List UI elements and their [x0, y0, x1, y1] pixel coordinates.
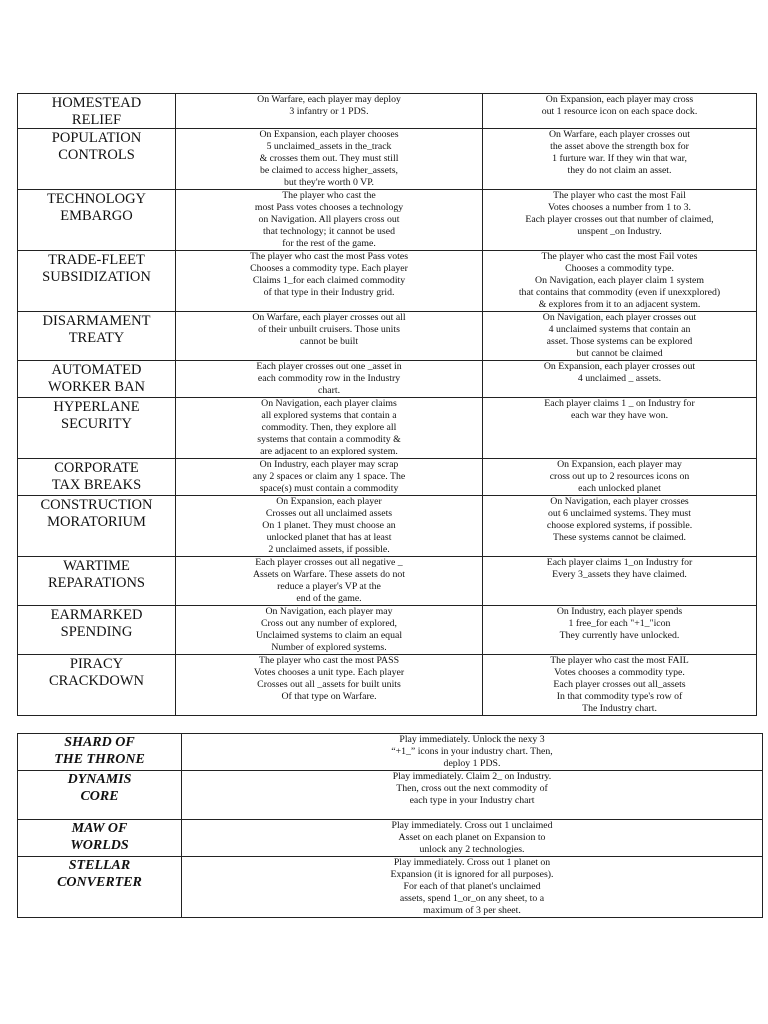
agenda-pass-effect: The player who cast the most Pass votes Chooses a commodity type. Each player Claims 1_for each claimed commodity of that type in their Industry grid. [176, 251, 483, 312]
agenda-name: WARTIME REPARATIONS [18, 557, 176, 606]
agenda-fail-effect: On Industry, each player spends 1 free_for each "+1_"icon They currently have unlocked. [483, 606, 757, 655]
agenda-name: CONSTRUCTION MORATORIUM [18, 496, 176, 557]
agenda-name: TRADE-FLEET SUBSIDIZATION [18, 251, 176, 312]
table-row [18, 94, 757, 129]
agenda-name: DISARMAMENT TREATY [18, 312, 176, 361]
agenda-pass-effect: The player who cast the most PASS Votes chooses a unit type. Each player Crosses out all _assets for built units Of that type on Warfare. [176, 655, 483, 716]
agenda-fail-effect: Each player claims 1 _ on Industry for each war they have won. [483, 398, 757, 459]
table-row [18, 655, 757, 716]
relic-effect: Play immediately. Cross out 1 planet on Expansion (it is ignored for all purposes). For each of that planet's unclaimed assets, spend 1_or_on any sheet, to a maximum of 3 per sheet. [182, 857, 763, 918]
agenda-pass-effect: On Industry, each player may scrap any 2 spaces or claim any 1 space. The space(s) must contain a commodity [176, 459, 483, 496]
table-row [18, 557, 757, 606]
relic-effect: Play immediately. Cross out 1 unclaimed Asset on each planet on Expansion to unlock any 2 technologies. [182, 820, 763, 857]
table-row [18, 190, 757, 251]
agenda-pass-effect: On Expansion, each player chooses 5 unclaimed_assets in the_track & crosses them out. They must still be claimed to access higher_assets, but they're worth 0 VP. [176, 129, 483, 190]
agenda-fail-effect: The player who cast the most FAIL Votes chooses a commodity type. Each player crosses out all_assets In that commodity type's row of The Industry chart. [483, 655, 757, 716]
relic-name: SHARD OF THE THRONE [18, 734, 182, 771]
table-row [18, 398, 757, 459]
agenda-fail-effect: On Warfare, each player crosses out the asset above the strength box for 1 furture war. If they win that war, they do not claim an asset. [483, 129, 757, 190]
agenda-name: POPULATION CONTROLS [18, 129, 176, 190]
table-row [18, 459, 757, 496]
agenda-fail-effect: On Navigation, each player crosses out 4 unclaimed systems that contain an asset. Those systems can be explored but cannot be claimed [483, 312, 757, 361]
agenda-fail-effect: On Expansion, each player may cross out 1 resource icon on each space dock. [483, 94, 757, 129]
agenda-name: EARMARKED SPENDING [18, 606, 176, 655]
agenda-pass-effect: On Navigation, each player claims all explored systems that contain a commodity. Then, they explore all systems that contain a commodity & are adjacent to an explored system. [176, 398, 483, 459]
relic-name: STELLAR CONVERTER [18, 857, 182, 918]
relic-name: MAW OF WORLDS [18, 820, 182, 857]
agenda-fail-effect: The player who cast the most Fail votes Chooses a commodity type. On Navigation, each player claim 1 system that contains that commodity (even if unexxplored) & explores from it to an adjacent system. [483, 251, 757, 312]
agenda-name: CORPORATE TAX BREAKS [18, 459, 176, 496]
agenda-name: TECHNOLOGY EMBARGO [18, 190, 176, 251]
agenda-pass-effect: Each player crosses out all negative _ Assets on Warfare. These assets do not reduce a player's VP at the end of the game. [176, 557, 483, 606]
agenda-name: HOMESTEAD RELIEF [18, 94, 176, 129]
agenda-name: PIRACY CRACKDOWN [18, 655, 176, 716]
agenda-table [17, 93, 757, 716]
agenda-pass-effect: On Expansion, each player Crosses out all unclaimed assets On 1 planet. They must choose an unlocked planet that has at least 2 unclaimed assets, if possible. [176, 496, 483, 557]
agenda-fail-effect: Each player claims 1_on Industry for Every 3_assets they have claimed. [483, 557, 757, 606]
agenda-pass-effect: Each player crosses out one _asset in each commodity row in the Industry chart. [176, 361, 483, 398]
table-row [18, 771, 763, 820]
relic-effect: Play immediately. Claim 2_ on Industry. Then, cross out the next commodity of each type in your Industry chart [182, 771, 763, 820]
table-row [18, 820, 763, 857]
agenda-pass-effect: On Warfare, each player may deploy 3 infantry or 1 PDS. [176, 94, 483, 129]
agenda-name: HYPERLANE SECURITY [18, 398, 176, 459]
table-row [18, 606, 757, 655]
table-row [18, 251, 757, 312]
table-row [18, 361, 757, 398]
agenda-fail-effect: The player who cast the most Fail Votes chooses a number from 1 to 3. Each player crosses out that number of claimed, unspent _on Industry. [483, 190, 757, 251]
table-row [18, 857, 763, 918]
agenda-pass-effect: The player who cast the most Pass votes chooses a technology on Navigation. All players cross out that technology; it cannot be used for the rest of the game. [176, 190, 483, 251]
agenda-fail-effect: On Navigation, each player crosses out 6 unclaimed systems. They must choose explored systems, if possible. These systems cannot be claimed. [483, 496, 757, 557]
agenda-name: AUTOMATED WORKER BAN [18, 361, 176, 398]
relic-effect: Play immediately. Unlock the nexy 3 “+1_” icons in your industry chart. Then, deploy 1 PDS. [182, 734, 763, 771]
table-row [18, 496, 757, 557]
agenda-fail-effect: On Expansion, each player may cross out up to 2 resources icons on each unlocked planet [483, 459, 757, 496]
table-row [18, 734, 763, 771]
table-row [18, 129, 757, 190]
agenda-fail-effect: On Expansion, each player crosses out 4 unclaimed _ assets. [483, 361, 757, 398]
agenda-pass-effect: On Warfare, each player crosses out all of their unbuilt cruisers. Those units cannot be built [176, 312, 483, 361]
agenda-pass-effect: On Navigation, each player may Cross out any number of explored, Unclaimed systems to claim an equal Number of explored systems. [176, 606, 483, 655]
relic-table [17, 733, 763, 918]
table-row [18, 312, 757, 361]
relic-name: DYNAMIS CORE [18, 771, 182, 820]
